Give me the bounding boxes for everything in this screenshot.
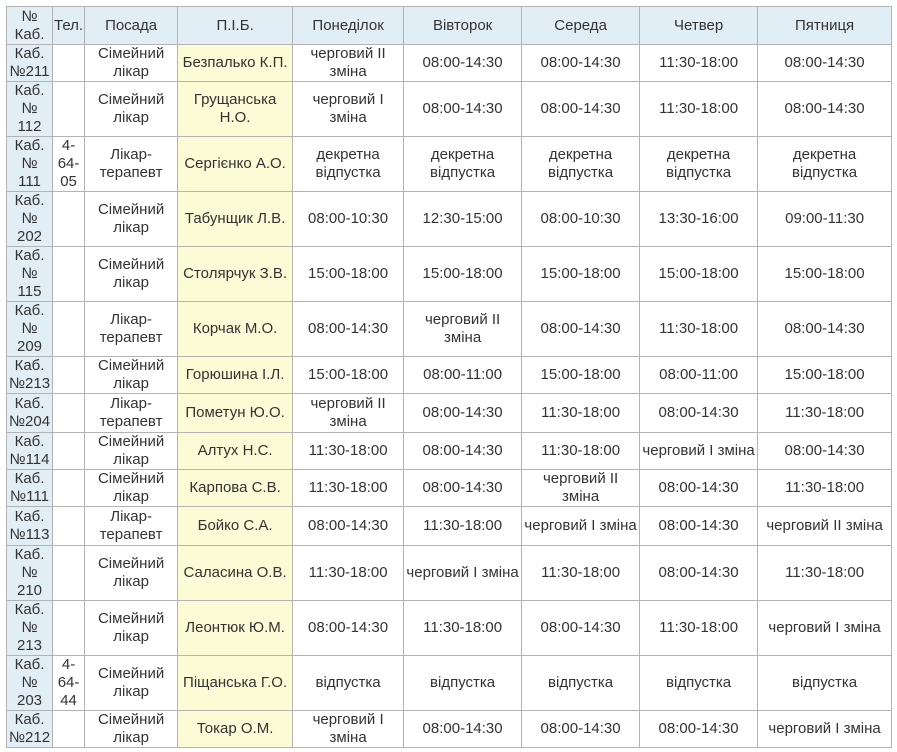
friday-cell: 09:00-11:30 xyxy=(758,192,892,247)
tuesday-cell: 15:00-18:00 xyxy=(404,247,522,302)
table-row xyxy=(7,656,892,711)
monday-cell: 15:00-18:00 xyxy=(293,357,404,394)
position-cell: Сімейний лікар xyxy=(85,601,178,656)
room-cell: Каб. №111 xyxy=(7,470,53,507)
room-cell: Каб. № 203 xyxy=(7,656,53,711)
table-row xyxy=(7,137,892,192)
doctor-name-cell: Саласина О.В. xyxy=(178,546,293,601)
friday-cell: 15:00-18:00 xyxy=(758,247,892,302)
room-cell: Каб. №113 xyxy=(7,507,53,546)
position-cell: Сімейний лікар xyxy=(85,470,178,507)
monday-cell: 11:30-18:00 xyxy=(293,433,404,470)
thursday-cell: 11:30-18:00 xyxy=(640,302,758,357)
tuesday-cell: черговий ІІ зміна xyxy=(404,302,522,357)
thursday-cell: 08:00-14:30 xyxy=(640,507,758,546)
friday-cell: черговий ІІ зміна xyxy=(758,507,892,546)
tuesday-cell: відпустка xyxy=(404,656,522,711)
wednesday-cell: 15:00-18:00 xyxy=(522,357,640,394)
header-position: Посада xyxy=(85,7,178,45)
phone-cell xyxy=(53,546,85,601)
monday-cell: 11:30-18:00 xyxy=(293,546,404,601)
header-thursday: Четвер xyxy=(640,7,758,45)
room-cell: Каб. №114 xyxy=(7,433,53,470)
wednesday-cell: 11:30-18:00 xyxy=(522,433,640,470)
table-row xyxy=(7,470,892,507)
thursday-cell: 08:00-11:00 xyxy=(640,357,758,394)
table-row xyxy=(7,433,892,470)
friday-cell: декретна відпустка xyxy=(758,137,892,192)
position-cell: Сімейний лікар xyxy=(85,711,178,748)
monday-cell: черговий ІІ зміна xyxy=(293,394,404,433)
room-cell: Каб. № 213 xyxy=(7,601,53,656)
doctor-name-cell: Бойко С.А. xyxy=(178,507,293,546)
table-row xyxy=(7,601,892,656)
thursday-cell: відпустка xyxy=(640,656,758,711)
doctor-name-cell: Грущанська Н.О. xyxy=(178,82,293,137)
doctor-name-cell: Пометун Ю.О. xyxy=(178,394,293,433)
friday-cell: 11:30-18:00 xyxy=(758,546,892,601)
schedule-body xyxy=(7,45,892,748)
tuesday-cell: 08:00-14:30 xyxy=(404,470,522,507)
room-cell: Каб. № 210 xyxy=(7,546,53,601)
friday-cell: 08:00-14:30 xyxy=(758,433,892,470)
room-cell: Каб. № 209 xyxy=(7,302,53,357)
wednesday-cell: 15:00-18:00 xyxy=(522,247,640,302)
thursday-cell: 08:00-14:30 xyxy=(640,394,758,433)
monday-cell: 08:00-10:30 xyxy=(293,192,404,247)
friday-cell: 08:00-14:30 xyxy=(758,45,892,82)
thursday-cell: 08:00-14:30 xyxy=(640,470,758,507)
room-cell: Каб. № 111 xyxy=(7,137,53,192)
phone-cell xyxy=(53,711,85,748)
position-cell: Лікар-терапевт xyxy=(85,302,178,357)
wednesday-cell: 08:00-14:30 xyxy=(522,45,640,82)
room-cell: Каб. №204 xyxy=(7,394,53,433)
monday-cell: 15:00-18:00 xyxy=(293,247,404,302)
room-cell: Каб. № 112 xyxy=(7,82,53,137)
monday-cell: черговий І зміна xyxy=(293,711,404,748)
position-cell: Лікар-терапевт xyxy=(85,394,178,433)
room-cell: Каб. №211 xyxy=(7,45,53,82)
friday-cell: 11:30-18:00 xyxy=(758,394,892,433)
doctor-name-cell: Корчак М.О. xyxy=(178,302,293,357)
tuesday-cell: 08:00-14:30 xyxy=(404,82,522,137)
position-cell: Сімейний лікар xyxy=(85,546,178,601)
phone-cell: 4-64-44 xyxy=(53,656,85,711)
wednesday-cell: 11:30-18:00 xyxy=(522,394,640,433)
thursday-cell: 08:00-14:30 xyxy=(640,546,758,601)
monday-cell: черговий ІІ зміна xyxy=(293,45,404,82)
friday-cell: черговий І зміна xyxy=(758,711,892,748)
doctor-name-cell: Столярчук З.В. xyxy=(178,247,293,302)
phone-cell xyxy=(53,82,85,137)
table-row xyxy=(7,357,892,394)
monday-cell: декретна відпустка xyxy=(293,137,404,192)
room-cell: Каб. № 202 xyxy=(7,192,53,247)
table-row xyxy=(7,711,892,748)
friday-cell: 15:00-18:00 xyxy=(758,357,892,394)
doctor-name-cell: Токар О.М. xyxy=(178,711,293,748)
tuesday-cell: черговий І зміна xyxy=(404,546,522,601)
table-row xyxy=(7,302,892,357)
phone-cell xyxy=(53,394,85,433)
wednesday-cell: декретна відпустка xyxy=(522,137,640,192)
thursday-cell: 11:30-18:00 xyxy=(640,45,758,82)
header-friday: Пятниця xyxy=(758,7,892,45)
phone-cell: 4-64-05 xyxy=(53,137,85,192)
header-room: № Каб. xyxy=(7,7,53,45)
phone-cell xyxy=(53,433,85,470)
header-wednesday: Середа xyxy=(522,7,640,45)
tuesday-cell: декретна відпустка xyxy=(404,137,522,192)
wednesday-cell: 08:00-14:30 xyxy=(522,601,640,656)
phone-cell xyxy=(53,357,85,394)
phone-cell xyxy=(53,601,85,656)
tuesday-cell: 11:30-18:00 xyxy=(404,601,522,656)
position-cell: Сімейний лікар xyxy=(85,433,178,470)
header-row xyxy=(7,7,892,45)
wednesday-cell: 08:00-14:30 xyxy=(522,711,640,748)
tuesday-cell: 08:00-14:30 xyxy=(404,45,522,82)
thursday-cell: 11:30-18:00 xyxy=(640,601,758,656)
friday-cell: черговий І зміна xyxy=(758,601,892,656)
wednesday-cell: черговий ІІ зміна xyxy=(522,470,640,507)
monday-cell: 08:00-14:30 xyxy=(293,601,404,656)
friday-cell: 08:00-14:30 xyxy=(758,302,892,357)
table-row xyxy=(7,247,892,302)
wednesday-cell: 11:30-18:00 xyxy=(522,546,640,601)
table-row xyxy=(7,45,892,82)
phone-cell xyxy=(53,247,85,302)
position-cell: Сімейний лікар xyxy=(85,192,178,247)
thursday-cell: 08:00-14:30 xyxy=(640,711,758,748)
monday-cell: 08:00-14:30 xyxy=(293,507,404,546)
wednesday-cell: 08:00-10:30 xyxy=(522,192,640,247)
tuesday-cell: 08:00-11:00 xyxy=(404,357,522,394)
table-row xyxy=(7,546,892,601)
monday-cell: черговий І зміна xyxy=(293,82,404,137)
phone-cell xyxy=(53,192,85,247)
table-row xyxy=(7,192,892,247)
header-name: П.І.Б. xyxy=(178,7,293,45)
thursday-cell: 11:30-18:00 xyxy=(640,82,758,137)
doctor-name-cell: Сергієнко А.О. xyxy=(178,137,293,192)
room-cell: Каб. № 115 xyxy=(7,247,53,302)
monday-cell: 08:00-14:30 xyxy=(293,302,404,357)
tuesday-cell: 12:30-15:00 xyxy=(404,192,522,247)
tuesday-cell: 11:30-18:00 xyxy=(404,507,522,546)
position-cell: Сімейний лікар xyxy=(85,45,178,82)
monday-cell: 11:30-18:00 xyxy=(293,470,404,507)
doctor-name-cell: Алтух Н.С. xyxy=(178,433,293,470)
doctor-name-cell: Горюшина І.Л. xyxy=(178,357,293,394)
position-cell: Сімейний лікар xyxy=(85,656,178,711)
friday-cell: відпустка xyxy=(758,656,892,711)
position-cell: Лікар-терапевт xyxy=(85,507,178,546)
room-cell: Каб. №212 xyxy=(7,711,53,748)
table-row xyxy=(7,507,892,546)
thursday-cell: 15:00-18:00 xyxy=(640,247,758,302)
schedule-table xyxy=(6,6,892,748)
wednesday-cell: 08:00-14:30 xyxy=(522,82,640,137)
doctor-name-cell: Табунщик Л.В. xyxy=(178,192,293,247)
position-cell: Сімейний лікар xyxy=(85,82,178,137)
tuesday-cell: 08:00-14:30 xyxy=(404,711,522,748)
doctor-name-cell: Карпова С.В. xyxy=(178,470,293,507)
position-cell: Сімейний лікар xyxy=(85,357,178,394)
thursday-cell: декретна відпустка xyxy=(640,137,758,192)
position-cell: Сімейний лікар xyxy=(85,247,178,302)
tuesday-cell: 08:00-14:30 xyxy=(404,394,522,433)
position-cell: Лікар-терапевт xyxy=(85,137,178,192)
wednesday-cell: 08:00-14:30 xyxy=(522,302,640,357)
thursday-cell: черговий І зміна xyxy=(640,433,758,470)
friday-cell: 08:00-14:30 xyxy=(758,82,892,137)
table-row xyxy=(7,82,892,137)
doctor-name-cell: Піщанська Г.О. xyxy=(178,656,293,711)
friday-cell: 11:30-18:00 xyxy=(758,470,892,507)
thursday-cell: 13:30-16:00 xyxy=(640,192,758,247)
table-row xyxy=(7,394,892,433)
doctor-name-cell: Леонтюк Ю.М. xyxy=(178,601,293,656)
header-monday: Понеділок xyxy=(293,7,404,45)
room-cell: Каб. №213 xyxy=(7,357,53,394)
header-tel: Тел. xyxy=(53,7,85,45)
phone-cell xyxy=(53,470,85,507)
tuesday-cell: 08:00-14:30 xyxy=(404,433,522,470)
wednesday-cell: черговий І зміна xyxy=(522,507,640,546)
header-tuesday: Вівторок xyxy=(404,7,522,45)
phone-cell xyxy=(53,45,85,82)
phone-cell xyxy=(53,507,85,546)
doctor-name-cell: Безпалько К.П. xyxy=(178,45,293,82)
phone-cell xyxy=(53,302,85,357)
wednesday-cell: відпустка xyxy=(522,656,640,711)
monday-cell: відпустка xyxy=(293,656,404,711)
